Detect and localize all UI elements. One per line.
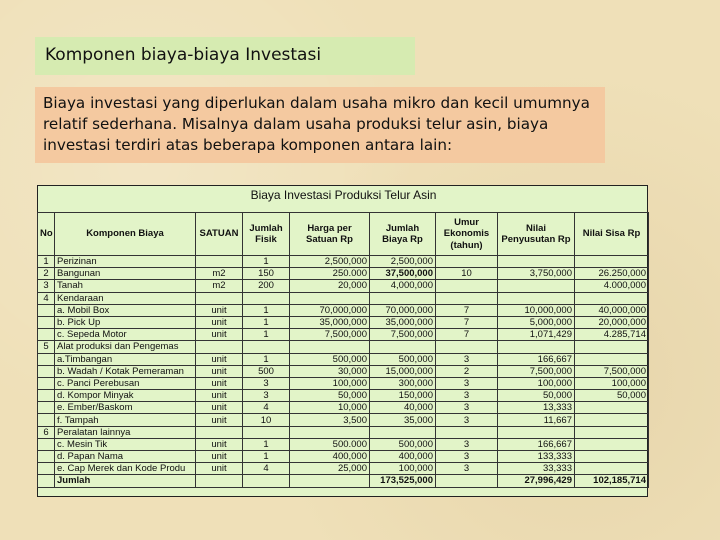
cell-komponen: b. Wadah / Kotak Pemeraman xyxy=(55,365,196,377)
cell-fisik: 4 xyxy=(243,463,290,475)
cell-fisik: 1 xyxy=(243,438,290,450)
cell-fisik: 200 xyxy=(243,280,290,292)
cell-umur xyxy=(436,256,498,268)
cell-harga: 7,500,000 xyxy=(290,329,370,341)
cell-harga: 100,000 xyxy=(290,377,370,389)
cell-komponen: b. Pick Up xyxy=(55,316,196,328)
table-row xyxy=(38,341,649,353)
cell-sisa: 50,000 xyxy=(575,390,649,402)
cell-komponen: e. Cap Merek dan Kode Produ xyxy=(55,463,196,475)
cell-satuan: unit xyxy=(196,377,243,389)
cell-fisik: 1 xyxy=(243,316,290,328)
table-row xyxy=(38,402,649,414)
cell-no xyxy=(38,463,55,475)
cell-komponen: d. Papan Nama xyxy=(55,451,196,463)
cell-penyusutan: 10,000,000 xyxy=(498,304,575,316)
cell-komponen: Perizinan xyxy=(55,256,196,268)
cell-komponen: Bangunan xyxy=(55,268,196,280)
cell-umur xyxy=(436,280,498,292)
cell-penyusutan: 1,071,429 xyxy=(498,329,575,341)
cell-umur xyxy=(436,292,498,304)
cell-biaya: 4,000,000 xyxy=(370,280,436,292)
cell-harga: 30,000 xyxy=(290,365,370,377)
cell-satuan xyxy=(196,256,243,268)
table-row xyxy=(38,316,649,328)
cell-fisik: 500 xyxy=(243,365,290,377)
cell-sisa xyxy=(575,256,649,268)
cell-biaya: 7,500,000 xyxy=(370,329,436,341)
cell-umur: 7 xyxy=(436,316,498,328)
investment-cost-table xyxy=(37,212,649,488)
cell-satuan: unit xyxy=(196,463,243,475)
cell-penyusutan: 3,750,000 xyxy=(498,268,575,280)
cell-umur: 3 xyxy=(436,377,498,389)
cell-sisa xyxy=(575,463,649,475)
table-header-row xyxy=(38,213,649,256)
cell-biaya: 300,000 xyxy=(370,377,436,389)
table-row xyxy=(38,329,649,341)
cell-komponen: Peralatan lainnya xyxy=(55,426,196,438)
cell-satuan: unit xyxy=(196,329,243,341)
cell-no: 4 xyxy=(38,292,55,304)
cell-harga: 3,500 xyxy=(290,414,370,426)
cell-harga: 500,000 xyxy=(290,353,370,365)
cell-umur: 3 xyxy=(436,353,498,365)
cell-biaya: 15,000,000 xyxy=(370,365,436,377)
cell-sisa: 20,000,000 xyxy=(575,316,649,328)
cell-biaya xyxy=(370,292,436,304)
cell-no xyxy=(38,390,55,402)
cell-fisik: 1 xyxy=(243,329,290,341)
cell-no xyxy=(38,438,55,450)
cell-komponen: f. Tampah xyxy=(55,414,196,426)
cell-penyusutan: 27,996,429 xyxy=(498,475,575,487)
cell-no xyxy=(38,329,55,341)
cell-sisa: 26.250,000 xyxy=(575,268,649,280)
cell-satuan: unit xyxy=(196,414,243,426)
cell-biaya: 400,000 xyxy=(370,451,436,463)
table-row xyxy=(38,414,649,426)
cell-komponen: a.Timbangan xyxy=(55,353,196,365)
header-fisik: Jumlah Fisik xyxy=(243,213,290,256)
cell-penyusutan: 5,000,000 xyxy=(498,316,575,328)
header-umur: Umur Ekonomis (tahun) xyxy=(436,213,498,256)
cell-fisik xyxy=(243,475,290,487)
cell-no: 1 xyxy=(38,256,55,268)
cell-penyusutan xyxy=(498,256,575,268)
cell-harga: 25,000 xyxy=(290,463,370,475)
cell-harga xyxy=(290,341,370,353)
cell-harga: 500.000 xyxy=(290,438,370,450)
cell-biaya: 35,000 xyxy=(370,414,436,426)
cell-biaya: 70,000,000 xyxy=(370,304,436,316)
cell-sisa: 40,000,000 xyxy=(575,304,649,316)
header-biaya: Jumlah Biaya Rp xyxy=(370,213,436,256)
cell-umur: 7 xyxy=(436,304,498,316)
cell-komponen: Kendaraan xyxy=(55,292,196,304)
cell-umur: 2 xyxy=(436,365,498,377)
cell-harga xyxy=(290,292,370,304)
cell-komponen: Alat produksi dan Pengemas xyxy=(55,341,196,353)
cell-satuan: m2 xyxy=(196,268,243,280)
cell-harga xyxy=(290,475,370,487)
cell-fisik: 4 xyxy=(243,402,290,414)
table-row xyxy=(38,451,649,463)
cell-komponen: c. Sepeda Motor xyxy=(55,329,196,341)
cell-komponen: c. Panci Perebusan xyxy=(55,377,196,389)
cell-komponen: c. Mesin Tik xyxy=(55,438,196,450)
cell-harga: 70,000,000 xyxy=(290,304,370,316)
table-row xyxy=(38,463,649,475)
cell-umur: 3 xyxy=(436,414,498,426)
table-row xyxy=(38,353,649,365)
cell-harga: 50,000 xyxy=(290,390,370,402)
cell-no xyxy=(38,414,55,426)
cell-no: 6 xyxy=(38,426,55,438)
table-row xyxy=(38,268,649,280)
cell-harga: 10,000 xyxy=(290,402,370,414)
cell-biaya: 2,500,000 xyxy=(370,256,436,268)
cell-satuan: m2 xyxy=(196,280,243,292)
cell-komponen: Jumlah xyxy=(55,475,196,487)
cell-sisa xyxy=(575,414,649,426)
cell-umur: 3 xyxy=(436,438,498,450)
cell-penyusutan: 100,000 xyxy=(498,377,575,389)
cell-no xyxy=(38,304,55,316)
cell-komponen: a. Mobil Box xyxy=(55,304,196,316)
cell-umur: 3 xyxy=(436,390,498,402)
cell-fisik xyxy=(243,426,290,438)
cell-penyusutan: 166,667 xyxy=(498,438,575,450)
cell-satuan xyxy=(196,341,243,353)
cell-satuan: unit xyxy=(196,304,243,316)
cell-penyusutan: 7,500,000 xyxy=(498,365,575,377)
cell-biaya: 37,500,000 xyxy=(370,268,436,280)
cell-fisik: 150 xyxy=(243,268,290,280)
table-row xyxy=(38,304,649,316)
cell-satuan xyxy=(196,475,243,487)
cell-satuan xyxy=(196,426,243,438)
cell-fisik: 3 xyxy=(243,390,290,402)
cell-no xyxy=(38,365,55,377)
cell-biaya: 500,000 xyxy=(370,438,436,450)
cell-sisa xyxy=(575,292,649,304)
cell-fisik: 1 xyxy=(243,451,290,463)
cell-sisa xyxy=(575,341,649,353)
cell-sisa: 4.000,000 xyxy=(575,280,649,292)
cell-sisa: 7,500,000 xyxy=(575,365,649,377)
table-row xyxy=(38,292,649,304)
cell-sisa xyxy=(575,402,649,414)
cell-komponen: Tanah xyxy=(55,280,196,292)
table-row xyxy=(38,475,649,487)
cell-fisik: 1 xyxy=(243,353,290,365)
cell-fisik: 3 xyxy=(243,377,290,389)
cell-umur: 3 xyxy=(436,463,498,475)
cell-penyusutan: 50,000 xyxy=(498,390,575,402)
cell-satuan: unit xyxy=(196,316,243,328)
cell-penyusutan: 13,333 xyxy=(498,402,575,414)
cell-biaya xyxy=(370,426,436,438)
cell-no: 3 xyxy=(38,280,55,292)
cell-no xyxy=(38,353,55,365)
table-row xyxy=(38,256,649,268)
table-row xyxy=(38,438,649,450)
cell-penyusutan: 166,667 xyxy=(498,353,575,365)
cell-harga: 400,000 xyxy=(290,451,370,463)
cell-biaya: 150,000 xyxy=(370,390,436,402)
cell-umur: 3 xyxy=(436,451,498,463)
cell-biaya: 35,000,000 xyxy=(370,316,436,328)
cell-penyusutan: 133,333 xyxy=(498,451,575,463)
cell-satuan: unit xyxy=(196,451,243,463)
cell-sisa xyxy=(575,426,649,438)
cell-biaya: 40,000 xyxy=(370,402,436,414)
cell-harga: 20,000 xyxy=(290,280,370,292)
cell-no xyxy=(38,402,55,414)
cell-komponen: d. Kompor Minyak xyxy=(55,390,196,402)
table-row xyxy=(38,365,649,377)
cell-no: 5 xyxy=(38,341,55,353)
cell-sisa xyxy=(575,438,649,450)
cell-no xyxy=(38,475,55,487)
cell-sisa: 100,000 xyxy=(575,377,649,389)
cell-no xyxy=(38,377,55,389)
cell-komponen: e. Ember/Baskom xyxy=(55,402,196,414)
cell-umur xyxy=(436,341,498,353)
table-row xyxy=(38,426,649,438)
cell-penyusutan: 11,667 xyxy=(498,414,575,426)
cell-satuan: unit xyxy=(196,365,243,377)
table-title: Biaya Investasi Produksi Telur Asin xyxy=(250,188,437,202)
cell-satuan xyxy=(196,292,243,304)
cell-fisik: 10 xyxy=(243,414,290,426)
cell-sisa xyxy=(575,353,649,365)
cell-no xyxy=(38,451,55,463)
cell-umur xyxy=(436,426,498,438)
cell-sisa: 4.285,714 xyxy=(575,329,649,341)
table-row xyxy=(38,390,649,402)
table-row xyxy=(38,280,649,292)
description-text: Biaya investasi yang diperlukan dalam usaha mikro dan kecil umumnya relatif sederhana. Misalnya dalam usaha produksi telur asin, biaya investasi terdiri atas beberapa komponen antara lain: xyxy=(35,87,605,163)
header-komponen: Komponen Biaya xyxy=(55,213,196,256)
header-no: No xyxy=(38,213,55,256)
cell-umur: 3 xyxy=(436,402,498,414)
cell-harga xyxy=(290,426,370,438)
cell-penyusutan xyxy=(498,426,575,438)
cell-biaya: 500,000 xyxy=(370,353,436,365)
cell-harga: 2,500,000 xyxy=(290,256,370,268)
spreadsheet-table-panel xyxy=(37,185,648,497)
header-harga: Harga per Satuan Rp xyxy=(290,213,370,256)
cell-no xyxy=(38,316,55,328)
header-penyusutan: Nilai Penyusutan Rp xyxy=(498,213,575,256)
cell-umur xyxy=(436,475,498,487)
cell-no: 2 xyxy=(38,268,55,280)
header-sisa: Nilai Sisa Rp xyxy=(575,213,649,256)
cell-satuan: unit xyxy=(196,390,243,402)
cell-biaya: 100,000 xyxy=(370,463,436,475)
cell-biaya: 173,525,000 xyxy=(370,475,436,487)
cell-penyusutan xyxy=(498,280,575,292)
cell-sisa: 102,185,714 xyxy=(575,475,649,487)
header-satuan: SATUAN xyxy=(196,213,243,256)
cell-harga: 35,000,000 xyxy=(290,316,370,328)
cell-fisik: 1 xyxy=(243,304,290,316)
cell-fisik xyxy=(243,292,290,304)
cell-fisik: 1 xyxy=(243,256,290,268)
cell-satuan: unit xyxy=(196,353,243,365)
cell-harga: 250.000 xyxy=(290,268,370,280)
table-row xyxy=(38,377,649,389)
cell-umur: 10 xyxy=(436,268,498,280)
cell-biaya xyxy=(370,341,436,353)
cell-penyusutan xyxy=(498,341,575,353)
cell-satuan: unit xyxy=(196,402,243,414)
cell-fisik xyxy=(243,341,290,353)
cell-sisa xyxy=(575,451,649,463)
cell-penyusutan: 33,333 xyxy=(498,463,575,475)
cell-penyusutan xyxy=(498,292,575,304)
cell-satuan: unit xyxy=(196,438,243,450)
cell-umur: 7 xyxy=(436,329,498,341)
slide-title: Komponen biaya-biaya Investasi xyxy=(35,37,415,75)
